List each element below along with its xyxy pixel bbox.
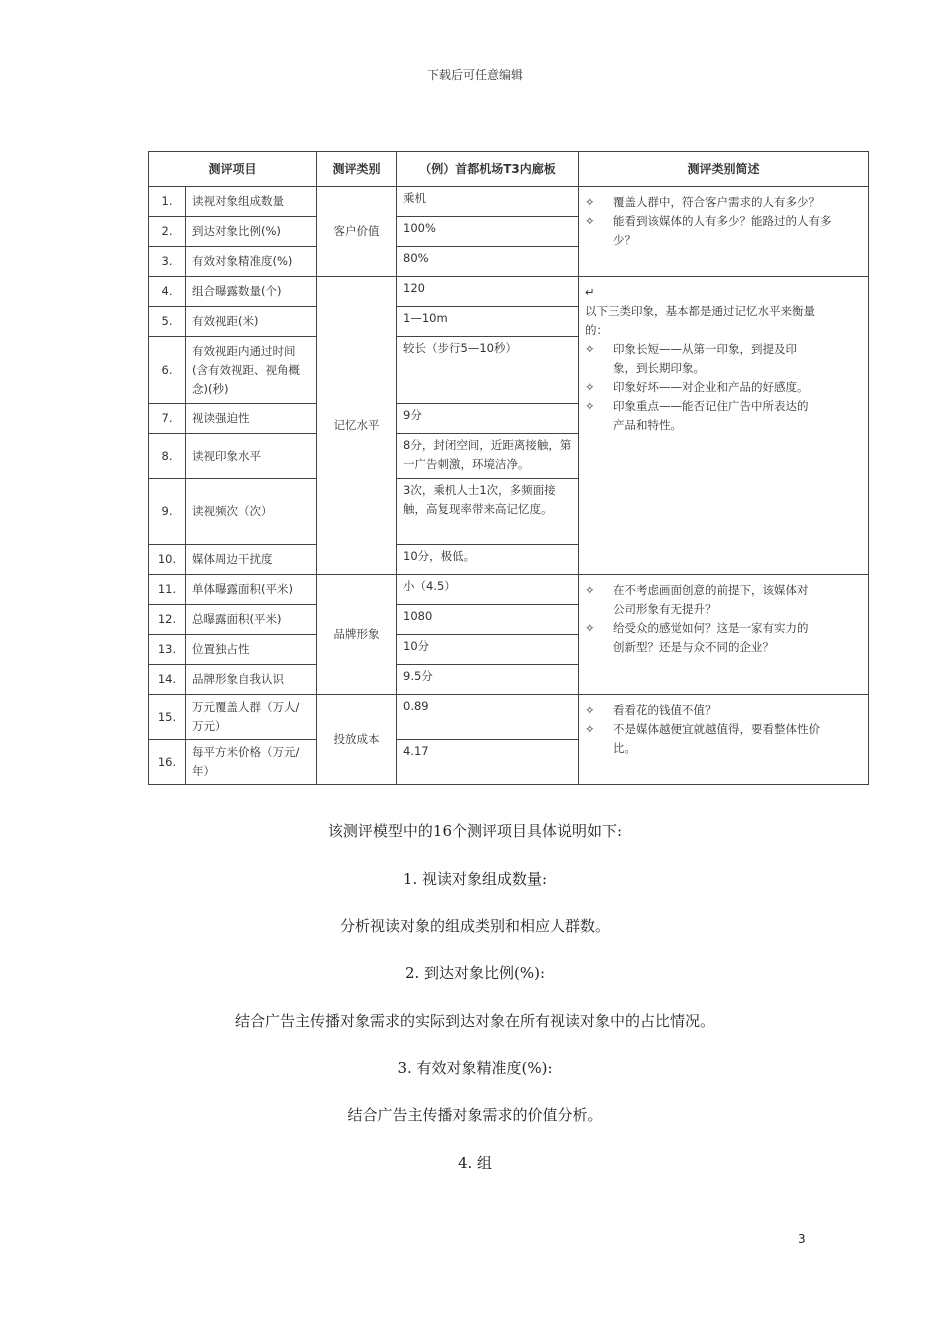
row-item: 读视印象水平 [186,434,317,479]
row-value: 小（4.5） [397,575,579,605]
desc-cost: ✧ 看看花的钱值不值？ ✧ 不是媒体越便宜就越值得，要看整体性价比。 [579,695,869,785]
row-value: 9分 [397,404,579,434]
section-text-2: 结合广告主传播对象需求的实际到达对象在所有视读对象中的占比情况。 [234,1012,715,1030]
row-value: 0.89 [397,695,579,740]
row-value: 9.5分 [397,665,579,695]
row-number: 14. [149,665,186,695]
row-number: 7. [149,404,186,434]
section-heading-1: 1. 视读对象组成数量: [402,870,548,888]
row-number: 5. [149,307,186,337]
category-cost: 投放成本 [317,695,397,785]
header-example: （例）首都机场T3内廊板 [397,152,579,187]
bullet-icon: ✧ [585,583,595,597]
row-item: 每平方米价格（万元/年） [186,740,317,785]
row-item: 读视对象组成数量 [186,187,317,217]
category-brand-image: 品牌形象 [317,575,397,695]
header-description: 测评类别简述 [579,152,869,187]
table-row [149,187,869,217]
row-number: 9. [149,479,186,545]
row-value: 1—10m [397,307,579,337]
row-item: 品牌形象自我认识 [186,665,317,695]
evaluation-table [148,151,869,785]
bullet-icon: ✧ [585,380,595,394]
row-value: 10分，极低。 [397,545,579,575]
category-memory-level: 记忆水平 [317,277,397,575]
table-row [149,695,869,740]
header-category: 测评类别 [317,152,397,187]
page-number: 3 [798,1232,806,1246]
row-number: 1. [149,187,186,217]
evaluation-table-wrap [148,151,832,786]
bullet-icon: ✧ [585,703,595,717]
bullet-icon: ✧ [585,722,595,736]
row-number: 16. [149,740,186,785]
row-item: 总曝露面积(平米) [186,605,317,635]
row-value: 8分，封闭空间，近距离接触，第一广告刺激，环境洁净。 [397,434,579,479]
row-number: 6. [149,337,186,404]
row-value: 80% [397,247,579,277]
bullet-icon: ✧ [585,195,595,209]
row-number: 10. [149,545,186,575]
desc-mark: ↵ [585,285,595,299]
row-item: 有效视距(米) [186,307,317,337]
section-heading-3: 3. 有效对象精准度(%): [397,1059,553,1077]
desc-brand-image: ✧ 在不考虑画面创意的前提下，该媒体对公司形象有无提升？ ✧ 给受众的感觉如何？这是一家有实力的创新型？还是与众不同的企业？ [579,575,869,695]
row-item: 读视频次（次） [186,479,317,545]
row-value: 乘机 [397,187,579,217]
row-value: 较长（步行5—10秒） [397,337,579,404]
header-item: 测评项目 [149,152,317,187]
row-number: 4. [149,277,186,307]
section-heading-2: 2. 到达对象比例(%): [404,964,546,982]
row-item: 视读强迫性 [186,404,317,434]
row-number: 2. [149,217,186,247]
row-item: 组合曝露数量(个) [186,277,317,307]
row-number: 13. [149,635,186,665]
section-text-1: 分析视读对象的组成类别和相应人群数。 [339,917,610,935]
table-header-row [149,152,869,187]
row-item: 到达对象比例(%) [186,217,317,247]
section-heading-4: 4. 组 [457,1154,493,1172]
row-item: 单体曝露面积(平米) [186,575,317,605]
row-value: 120 [397,277,579,307]
row-item: 有效对象精准度(%) [186,247,317,277]
bullet-icon: ✧ [585,214,595,228]
body-intro: 该测评模型中的16个测评项目具体说明如下: [327,822,623,840]
page-header: 下载后可任意编辑 [426,68,523,82]
category-customer-value: 客户价值 [317,187,397,277]
desc-memory-level: ↵ 以下三类印象，基本都是通过记忆水平来衡量的： ✧ 印象长短——从第一印象，到提及印象，到长期印象。 ✧ 印象好坏——对企业和产品的好感度。 ✧ 印象重点——能否记住广告中所表达的产品和特性。 [579,277,869,575]
section-text-3: 结合广告主传播对象需求的价值分析。 [347,1106,603,1124]
row-item: 万元覆盖人群（万人/万元） [186,695,317,740]
row-value: 3次，乘机人士1次，多频面接触，高复现率带来高记忆度。 [397,479,579,545]
row-item: 媒体周边干扰度 [186,545,317,575]
row-item: 有效视距内通过时间(含有效视距、视角概念)(秒) [186,337,317,404]
row-number: 3. [149,247,186,277]
row-number: 8. [149,434,186,479]
desc-customer-value: ✧ 覆盖人群中，符合客户需求的人有多少？ ✧ 能看到该媒体的人有多少？能路过的人有多少？ [579,187,869,277]
row-number: 11. [149,575,186,605]
row-value: 1080 [397,605,579,635]
table-row [149,277,869,307]
row-value: 4.17 [397,740,579,785]
table-row [149,575,869,605]
row-item: 位置独占性 [186,635,317,665]
row-value: 10分 [397,635,579,665]
row-number: 12. [149,605,186,635]
bullet-icon: ✧ [585,342,595,356]
row-value: 100% [397,217,579,247]
bullet-icon: ✧ [585,621,595,635]
bullet-icon: ✧ [585,399,595,413]
row-number: 15. [149,695,186,740]
